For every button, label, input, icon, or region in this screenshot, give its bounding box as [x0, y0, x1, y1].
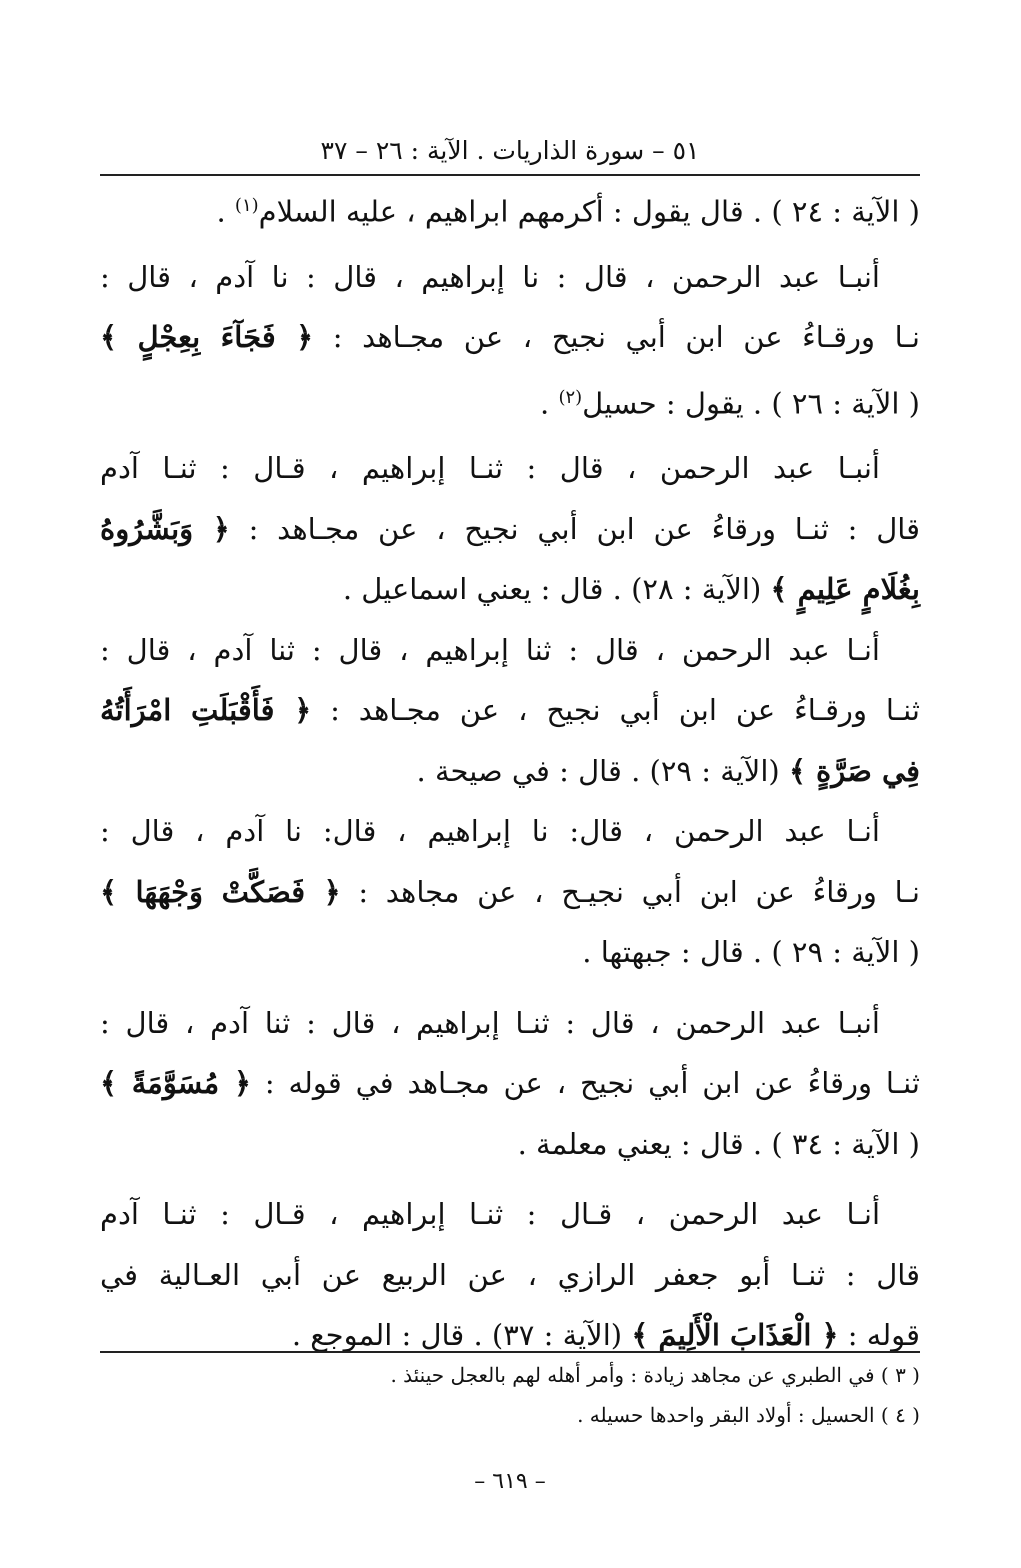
text-line-12	[100, 862, 920, 923]
footnote-ref-1: (١)	[234, 195, 259, 216]
text-line-4	[100, 368, 920, 429]
text-line-9	[100, 680, 920, 741]
line-7-text: (الآية : ٢٨) . قال : يعني اسماعيل .	[342, 572, 771, 606]
text-line-16	[100, 1114, 920, 1175]
line-18-text: قال : ثنـا أبو جعفر الرازي ، عن الربيع عن أبي العـالية في	[100, 1257, 920, 1292]
line-11-text: أنـا عبد الرحمن ، قال: نا إبراهيم ، قال: نا آدم ، قال :	[100, 814, 880, 848]
text-line-6	[100, 499, 920, 560]
quran-quote: ﴿ فَجَآءَ بِعِجْلٍ ﴾	[100, 320, 314, 354]
text-line-10	[100, 741, 920, 802]
line-2-text: أنبـا عبد الرحمن ، قال : نا إبراهيم ، قال : نا آدم ، قال :	[100, 259, 880, 294]
text-line-3	[100, 307, 920, 368]
page-number: – ٦١٩ –	[474, 1469, 546, 1494]
quran-quote: فِي صَرَّةٍ ﴾	[788, 753, 920, 788]
text-line-15	[100, 1053, 920, 1114]
footnote-ref-2: (٢)	[558, 386, 583, 408]
line-12-text: نـا ورقاءُ عن ابن أبي نجيـح ، عن مجاهد :	[340, 874, 920, 909]
quran-quote: ﴿ مُسَوَّمَةً ﴾	[100, 1066, 251, 1100]
quran-quote: ﴿ الْعَذَابَ الْأَلِيمَ ﴾	[631, 1318, 839, 1352]
line-16-text: ( الآية : ٣٤ ) . قال : يعني معلمة .	[517, 1126, 920, 1161]
line-17-text: أنـا عبد الرحمن ، قـال : ثنـا إبراهيم ، قـال : ثنـا آدم	[100, 1197, 880, 1231]
text-line-11	[100, 801, 920, 862]
line-6-text: قال : ثنـا ورقاءُ عن ابن أبي نجيح ، عن مجـاهد :	[229, 511, 921, 546]
text-line-17	[100, 1184, 920, 1245]
footnote-rule	[100, 1351, 920, 1353]
line-10-text: (الآية : ٢٩) . قال : في صيحة .	[416, 753, 789, 788]
quran-quote: ﴿ فَأَقْبَلَتِ امْرَأَتُهُ	[100, 693, 312, 727]
quran-quote: بِغُلَامٍ عَلِيمٍ ﴾	[770, 572, 920, 606]
line-19-text: قوله :	[838, 1318, 920, 1352]
text-line-7	[100, 559, 920, 620]
line-4-text: ( الآية : ٢٦ ) . يقول : حسيل	[582, 386, 920, 421]
text-line-18	[100, 1245, 920, 1306]
text-line-13	[100, 922, 920, 983]
quran-quote: ﴿ فَصَكَّتْ وَجْهَهَا ﴾	[100, 874, 341, 909]
footnote-3: ( ٣ ) في الطبري عن مجاهد زيادة : وأمر أهله لهم بالعجل حينئذ .	[390, 1363, 920, 1387]
line-1-text: ( الآية : ٢٤ ) . قال يقول : أكرمهم ابراهيم ، عليه السلام	[258, 194, 920, 229]
line-4-end: .	[540, 386, 559, 421]
text-line-5	[100, 438, 920, 499]
line-9-text: ثنـا ورقـاءُ عن ابن أبي نجيح ، عن مجـاهد :	[311, 693, 920, 727]
text-line-14	[100, 993, 920, 1054]
text-line-2	[100, 247, 920, 308]
text-line-1	[100, 176, 920, 237]
line-15-text: ثنـا ورقاءُ عن ابن أبي نجيح ، عن مجـاهد في قوله :	[250, 1066, 920, 1100]
line-1-end: .	[216, 194, 235, 229]
line-13-text: ( الآية : ٢٩ ) . قال : جبهتها .	[582, 935, 920, 969]
line-3-text: نـا ورقـاءُ عن ابن أبي نجيح ، عن مجـاهد :	[313, 320, 920, 354]
text-line-8	[100, 620, 920, 681]
line-19-end: (الآية : ٣٧) . قال : الموجع .	[291, 1318, 632, 1352]
quran-quote: ﴿ وَبَشَّرُوهُ	[100, 511, 230, 546]
line-14-text: أنبـا عبد الرحمن ، قال : ثنـا إبراهيم ، قال : ثنا آدم ، قال :	[100, 1005, 880, 1040]
main-text	[100, 176, 920, 1366]
footnotes	[100, 1355, 920, 1435]
line-5-text: أنبـا عبد الرحمن ، قال : ثنـا إبراهيم ، قـال : ثنـا آدم	[100, 451, 880, 485]
running-header: ٥١ – سورة الذاريات . الآية : ٢٦ – ٣٧	[320, 136, 700, 165]
line-8-text: أنـا عبد الرحمن ، قال : ثنا إبراهيم ، قال : ثنا آدم ، قال :	[100, 632, 880, 667]
footnote-4: ( ٤ ) الحسيل : أولاد البقر واحدها حسيله .	[577, 1403, 920, 1427]
